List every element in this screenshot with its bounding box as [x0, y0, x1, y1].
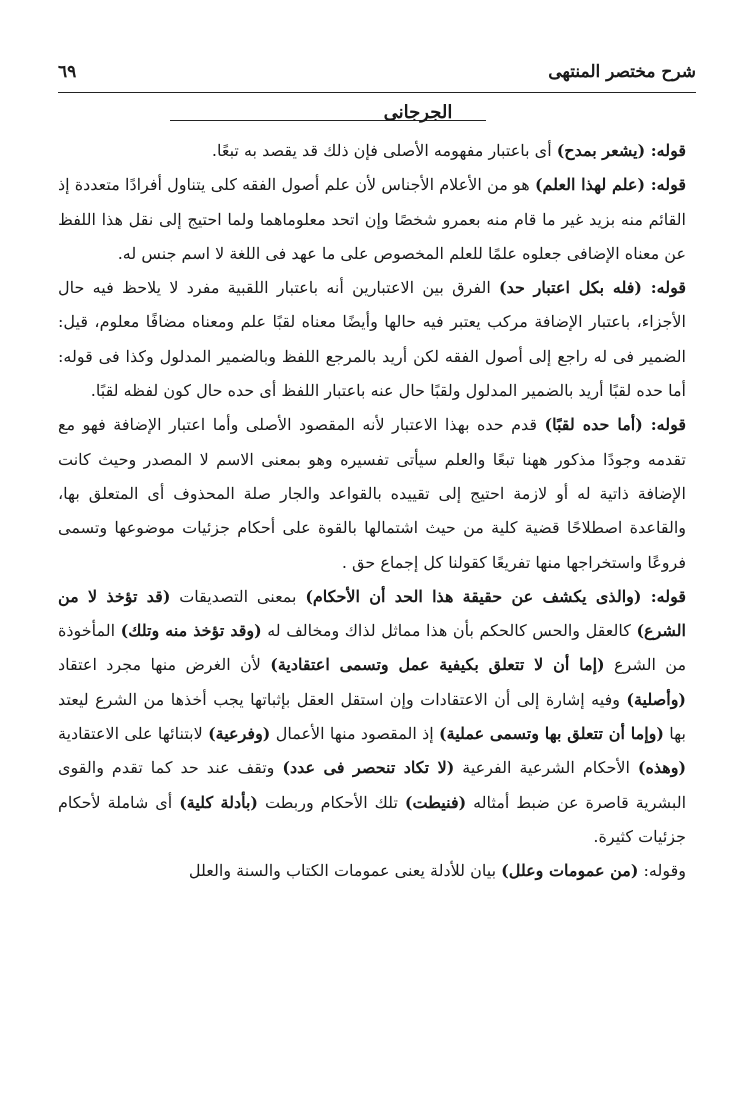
commentary-run: أى باعتبار مفهومه الأصلى فإن ذلك قد يقصد به تبعًا. — [211, 141, 557, 160]
commentary-run: وفيه إشارة إلى أن الاعتقادات وإن استقل العقل بإثباتها يجب أخذها من الشرع ليعتد بها — [58, 689, 687, 744]
lemma-quote: (وفرعية) — [208, 724, 271, 744]
paragraph — [58, 854, 698, 888]
lemma-quote: قوله: (أما حده لقبًا) — [544, 415, 687, 435]
commentary-run: كالعقل والحس كالحكم بأن هذا مماثل لذاك ومخالف له — [261, 621, 637, 641]
commentary-run: تلك الأحكام وربطت — [258, 792, 405, 812]
commentary-run: المأخوذة من الشرع — [58, 621, 687, 675]
commentary-run: لأن الغرض منها مجرد اعتقاد — [58, 655, 271, 675]
lemma-quote: (لا تكاد تنحصر فى عدد) — [282, 758, 455, 778]
commentary-run: الفرق بين الاعتبارين أنه باعتبار اللقبية مفرد لا يلاحظ فيه حال الأجزاء، باعتبار الإضافة مركب يعتبر فيه حالها وأيضًا معناه لقبًا علم ومعناه مضافًا معلوم، قيل: الضمير فى له راجع إلى أصول الفقه لكن أريد بالمرجع اللفظ وبالضمير المدلول وكذا فى قوله: أما حده لقبًا أريد بالضمير المدلول ولقبًا حال عنه باعتبار اللفظ أى حده حال كون لفظه لقبًا. — [58, 278, 686, 401]
paragraph — [58, 580, 698, 854]
lemma-quote: قوله: (علم لهذا العلم) — [534, 175, 687, 195]
page-number: ٦٩ — [58, 62, 77, 82]
section-heading — [58, 100, 696, 130]
commentary-run: وتقف عند حد كما تقدم والقوى البشرية قاصرة عن ضبط أمثاله — [58, 758, 687, 812]
lemma-quote: قوله: (والذى يكشف عن حقيقة هذا الحد أن الأحكام) — [305, 586, 687, 606]
paragraph — [58, 134, 698, 168]
commentary-text — [58, 134, 698, 889]
lemma-quote: (فنيطت) — [404, 792, 467, 812]
lemma-quote: (إما أن لا تتعلق بكيفية عمل وتسمى اعتقادية) — [270, 655, 605, 675]
book-title: شرح مختصر المنتهى — [548, 62, 696, 82]
lemma-quote: (وإما أن تتعلق بها وتسمى عملية) — [439, 724, 664, 744]
lemma-quote: قوله: (فله بكل اعتبار حد) — [499, 278, 686, 298]
header-rule — [58, 92, 696, 93]
commentary-run: لابتنائها على الاعتقادية — [58, 724, 209, 744]
section-title: الجرجانى — [383, 102, 453, 123]
lemma-quote: (من عمومات وعلل) — [501, 861, 639, 881]
commentary-run: بمعنى التصديقات — [170, 586, 306, 606]
section-rule-right — [306, 120, 486, 121]
commentary-run: بيان للأدلة يعنى عمومات الكتاب والسنة والعلل — [188, 861, 502, 881]
commentary-run: قدم حده بهذا الاعتبار لأنه المقصود الأصلى وأما اعتبار الإضافة فهو مع تقدمه وجودًا مذكور ههنا تبعًا والعلم سيأتى تفسيره وهو بمعنى الاسم لا المصدر وحيث كانت الإضافة ذاتية له أو لازمة احتيج إلى تقييده بالقواعد والجار صلة المحذوف أى المتعلق بها، والقاعدة اصطلاحًا قضية كلية من حيث اشتمالها بالقوة على أحكام جزئيات موضوعها وتسمى فروعًا واستخراجها منها تفريعًا كقولنا كل إجماع حق . — [58, 415, 686, 572]
paragraph — [58, 408, 698, 579]
commentary-run: أى شاملة لأحكام جزئيات كثيرة. — [58, 792, 686, 846]
lemma-quote: (بأدلة كلية) — [179, 792, 258, 812]
commentary-run: الأحكام الشرعية الفرعية — [454, 758, 638, 778]
lemma-quote: (وهذه) — [637, 758, 687, 778]
commentary-run: وقوله: — [638, 861, 686, 881]
commentary-run: إذ المقصود منها الأعمال — [270, 724, 440, 744]
lemma-quote: قوله: (يشعر بمدح) — [556, 141, 686, 160]
lemma-quote: (وقد تؤخذ منه وتلك) — [120, 621, 262, 641]
paragraph — [58, 168, 698, 271]
lemma-quote: (وأصلية) — [626, 689, 686, 709]
running-header — [58, 62, 696, 90]
paragraph — [58, 271, 698, 408]
commentary-run: هو من الأعلام الأجناس لأن علم أصول الفقه كلى يتناول أفرادًا متعددة إذ القائم منه بزيد غير ما قام منه بعمرو شخصًا وإن اتحد معلوماهما ولما احتيج إلى نقل هذا اللفظ عن معناه الإضافى جعلوه علمًا للعلم المخصوص على ما عهد فى اللغة لا اسم جنس له. — [58, 175, 686, 263]
lemma-quote: (قد تؤخذ لا من الشرع) — [58, 586, 686, 641]
